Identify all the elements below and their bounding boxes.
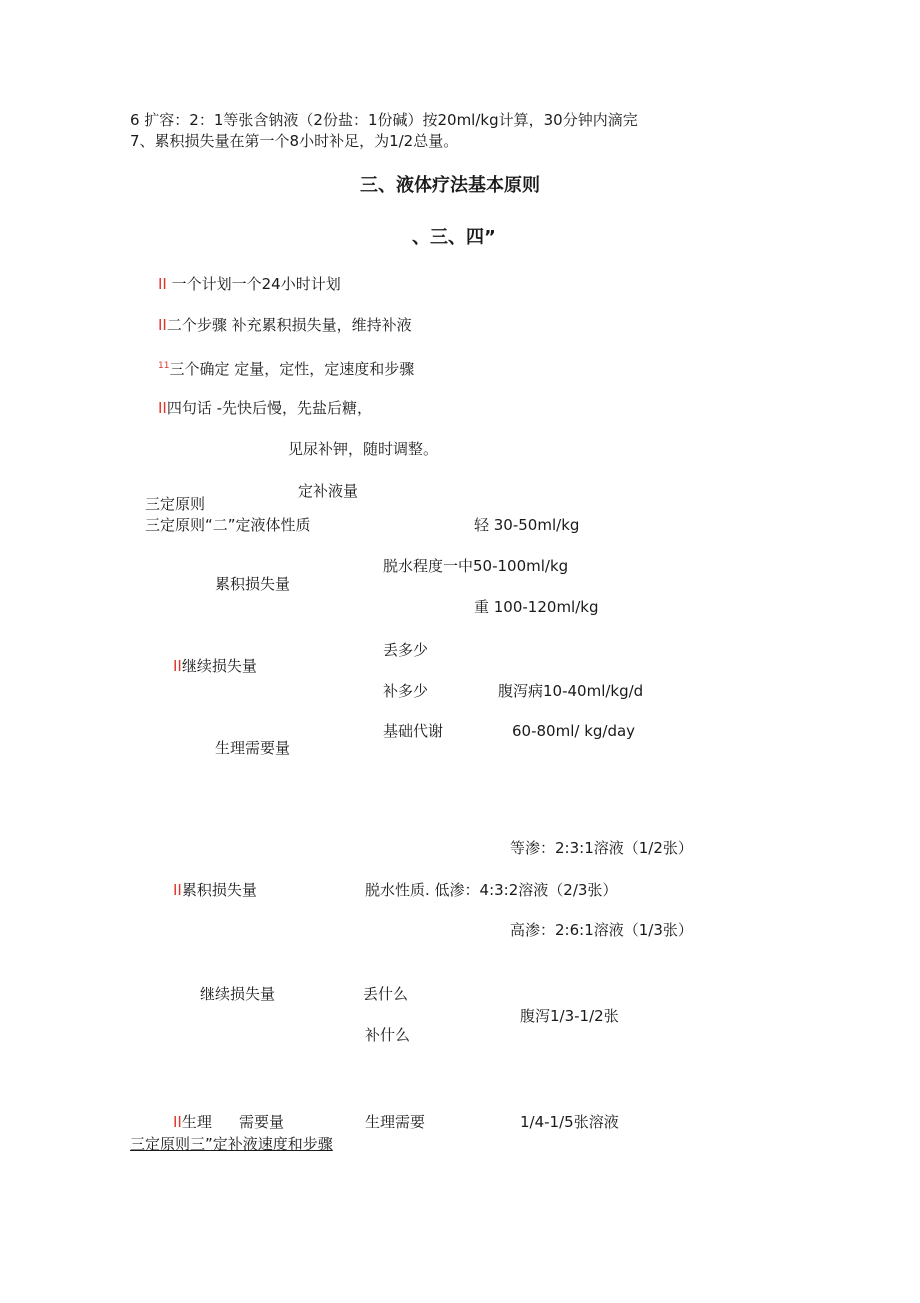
principle-text: 一个计划一个24小时计划 — [171, 275, 341, 293]
physiological-label-b: 需要量 — [239, 1113, 285, 1131]
dehydration-mild: 轻 30-50ml/kg — [474, 516, 580, 534]
physiological-label: 生理需要量 — [215, 739, 291, 757]
intro-line-6: 6 扩容：2：1等张含钠液（2份盐：1份碱）按20ml/kg计算，30分钟内滴完 — [130, 111, 638, 129]
principle-text: 二个步骤 补充累积损失量，维持补液 — [166, 316, 412, 334]
physiological-solution: 1/4-1/5张溶液 — [520, 1113, 619, 1131]
continued-loss-label: 继续损失量 — [181, 657, 257, 675]
lose-what: 丢什么 — [363, 985, 409, 1003]
hypertonic-solution: 高渗：2:6:1溶液（1/3张） — [510, 921, 693, 939]
replace-how-much: 补多少 — [383, 682, 429, 700]
principle-3 — [158, 356, 414, 379]
section-subtitle: 、三、四” — [412, 227, 496, 248]
third-principle: 三定原则三”定补液速度和步骤 — [130, 1135, 333, 1153]
physiological-label-a: 生理 — [181, 1113, 212, 1131]
dehydration-prefix: 脱水程度一中 — [383, 557, 474, 575]
principle-marker: II — [158, 399, 167, 417]
lose-how-much: 丢多少 — [383, 641, 429, 659]
physiological-nature — [173, 1112, 212, 1132]
diarrhea-tonicity: 腹泻1/3-1/2张 — [520, 1007, 619, 1025]
three-principles-second: 三定原则“二”定液体性质 — [145, 516, 311, 534]
physiological-need: 生理需要 — [365, 1113, 426, 1131]
accumulated-loss-label: 累积损失量 — [215, 575, 291, 593]
dehydration-moderate-value: 50-100ml/kg — [473, 557, 569, 575]
principle-4 — [158, 398, 372, 418]
continued-loss — [173, 656, 257, 676]
dehydration-moderate — [383, 556, 568, 576]
nature-marker: II — [173, 881, 182, 899]
physiological-marker: II — [173, 1113, 182, 1131]
principle-1 — [158, 274, 341, 294]
nature-accumulated-label: 累积损失量 — [181, 881, 257, 899]
principle-marker: 11 — [158, 361, 170, 371]
basal-value: 60-80ml/ kg/day — [512, 722, 636, 740]
section-title: 三、液体疗法基本原则 — [360, 175, 540, 196]
basal-metabolism: 基础代谢 — [383, 722, 444, 740]
dehydration-severe: 重 100-120ml/kg — [474, 598, 599, 616]
continued-loss-nature-label: 继续损失量 — [200, 985, 276, 1003]
continued-loss-marker: II — [173, 657, 182, 675]
replace-what: 补什么 — [365, 1026, 411, 1044]
principle-text: 三个确定 定量，定性，定速度和步骤 — [169, 360, 415, 378]
three-principles-heading: 三定原则 — [145, 495, 206, 513]
hypotonic-solution: 脱水性质. 低渗：4:3:2溶液（2/3张） — [365, 881, 618, 899]
principle-marker: II — [158, 316, 167, 334]
principle-4-continued: 见尿补钾，随时调整。 — [288, 440, 439, 458]
intro-line-7: 7、累积损失量在第一个8小时补足，为1/2总量。 — [130, 132, 459, 150]
diarrhea-volume: 腹泻病10-40ml/kg/d — [498, 682, 644, 700]
principle-marker: II — [158, 275, 167, 293]
isotonic-solution: 等渗：2:3:1溶液（1/2张） — [510, 839, 693, 857]
principle-2 — [158, 315, 412, 335]
ding-bu-ye-liang: 定补液量 — [298, 482, 359, 500]
principle-text: 四句话 -先快后慢，先盐后糖， — [166, 399, 373, 417]
nature-accumulated-loss — [173, 880, 257, 900]
